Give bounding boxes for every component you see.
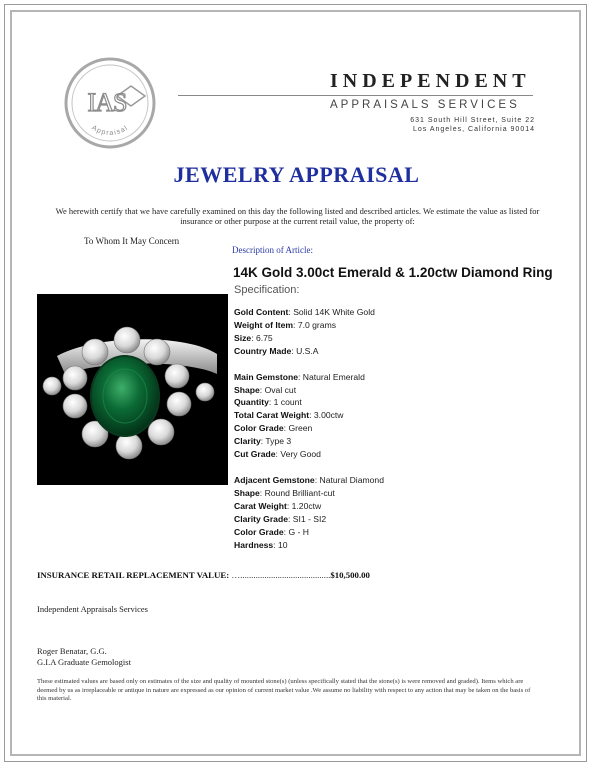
address-line-2: Los Angeles, California 90014 bbox=[412, 126, 535, 133]
spec-adjacent-shape: Shape: Round Brilliant-cut bbox=[234, 487, 335, 498]
spec-size: Size: 6.75 bbox=[234, 332, 273, 343]
replacement-value-label: INSURANCE RETAIL REPLACEMENT VALUE: bbox=[37, 570, 230, 580]
document-title: JEWELRY APPRAISAL bbox=[173, 162, 420, 187]
spec-quantity: Quantity: 1 count bbox=[234, 397, 302, 408]
spec-main-color: Color Grade: Green bbox=[234, 423, 313, 434]
address-line-1: 631 South Hill Street, Suite 22 bbox=[410, 117, 535, 124]
specification-label: Specification: bbox=[234, 284, 300, 296]
spec-gold-content: Gold Content: Solid 14K White Gold bbox=[234, 307, 375, 317]
logo-monogram: IAS bbox=[87, 88, 127, 117]
replacement-value-amount: $10,500.00 bbox=[330, 570, 370, 580]
spec-main-shape: Shape: Oval cut bbox=[234, 384, 297, 395]
signer-name: Roger Benatar, G.G. bbox=[37, 646, 107, 656]
spec-hardness: Hardness: 10 bbox=[234, 539, 288, 550]
logo-arc-text: Appraisal bbox=[90, 124, 130, 138]
spec-clarity: Clarity: Type 3 bbox=[234, 436, 292, 447]
spec-clarity-grade: Clarity Grade: SI1 - SI2 bbox=[234, 513, 327, 524]
spec-main-gemstone: Main Gemstone: Natural Emerald bbox=[234, 371, 365, 382]
spec-country: Country Made: U.S.A bbox=[234, 345, 319, 356]
value-leader: …......................................... bbox=[231, 570, 331, 580]
spec-total-carat: Total Carat Weight: 3.00ctw bbox=[234, 410, 344, 421]
spec-cut-grade: Cut Grade: Very Good bbox=[234, 449, 321, 460]
brand-name: INDEPENDENT bbox=[330, 70, 531, 92]
disclaimer: These estimated values are based only on estimates of the size and quality of mounted stone(s) (unless specifically stated that the stone(s) is were removed and graded). Items which are deemed by us as irreplaceable or antique in nature are expressed as our opinion of current market value .We assume no liability with respect to any action that may be taken on the basis of this material. bbox=[37, 678, 531, 703]
spec-adjacent-color: Color Grade: G - H bbox=[234, 526, 309, 537]
description-label: Description of Article: bbox=[232, 245, 313, 255]
brand-subtitle: APPRAISALS SERVICES bbox=[330, 99, 520, 111]
spec-adjacent-gemstone: Adjacent Gemstone: Natural Diamond bbox=[234, 474, 384, 485]
replacement-value bbox=[37, 570, 370, 580]
certification-statement: We herewith certify that we have carefully examined on this day the following listed and described articles. We estimate the value as listed for insurance or other purpose at the current retail value, the property of: bbox=[55, 206, 540, 226]
spec-carat-weight: Carat Weight: 1.20ctw bbox=[234, 500, 322, 511]
signer-title: G.I.A Graduate Gemologist bbox=[37, 657, 131, 667]
brand-divider bbox=[178, 95, 533, 96]
spec-weight: Weight of Item: 7.0 grams bbox=[234, 319, 337, 330]
ias-logo bbox=[63, 56, 157, 150]
ring-photo bbox=[37, 294, 228, 485]
recipient: To Whom It May Concern bbox=[84, 236, 180, 246]
company-name: Independent Appraisals Services bbox=[37, 604, 148, 614]
specification-list bbox=[234, 306, 384, 551]
item-title: 14K Gold 3.00ct Emerald & 1.20ctw Diamond Ring bbox=[233, 265, 553, 280]
signature-block bbox=[37, 646, 131, 668]
